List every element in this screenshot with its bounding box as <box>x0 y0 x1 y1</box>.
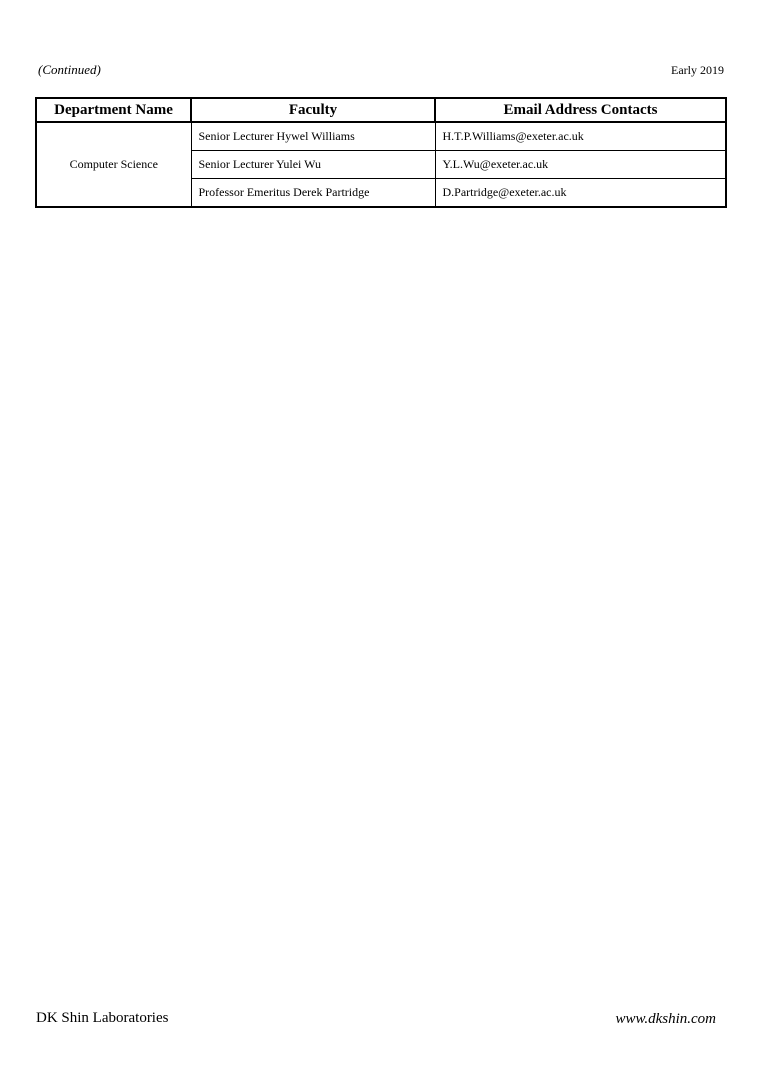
footer-organization: DK Shin Laboratories <box>36 1010 169 1026</box>
email-cell: Y.L.Wu@exeter.ac.uk <box>435 151 726 179</box>
table-header-row <box>36 98 726 122</box>
column-header-department: Department Name <box>36 98 191 122</box>
department-name-cell: Computer Science <box>36 122 191 207</box>
column-header-email: Email Address Contacts <box>435 98 726 122</box>
date-label: Early 2019 <box>671 63 724 77</box>
faculty-cell: Senior Lecturer Yulei Wu <box>191 151 435 179</box>
faculty-cell: Senior Lecturer Hywel Williams <box>191 122 435 151</box>
footer-website: www.dkshin.com <box>615 1011 716 1027</box>
email-cell: D.Partridge@exeter.ac.uk <box>435 179 726 208</box>
faculty-contacts-table <box>35 97 727 208</box>
email-cell: H.T.P.Williams@exeter.ac.uk <box>435 122 726 151</box>
column-header-faculty: Faculty <box>191 98 435 122</box>
table-row <box>36 122 726 151</box>
faculty-cell: Professor Emeritus Derek Partridge <box>191 179 435 208</box>
continued-label: (Continued) <box>38 62 101 77</box>
